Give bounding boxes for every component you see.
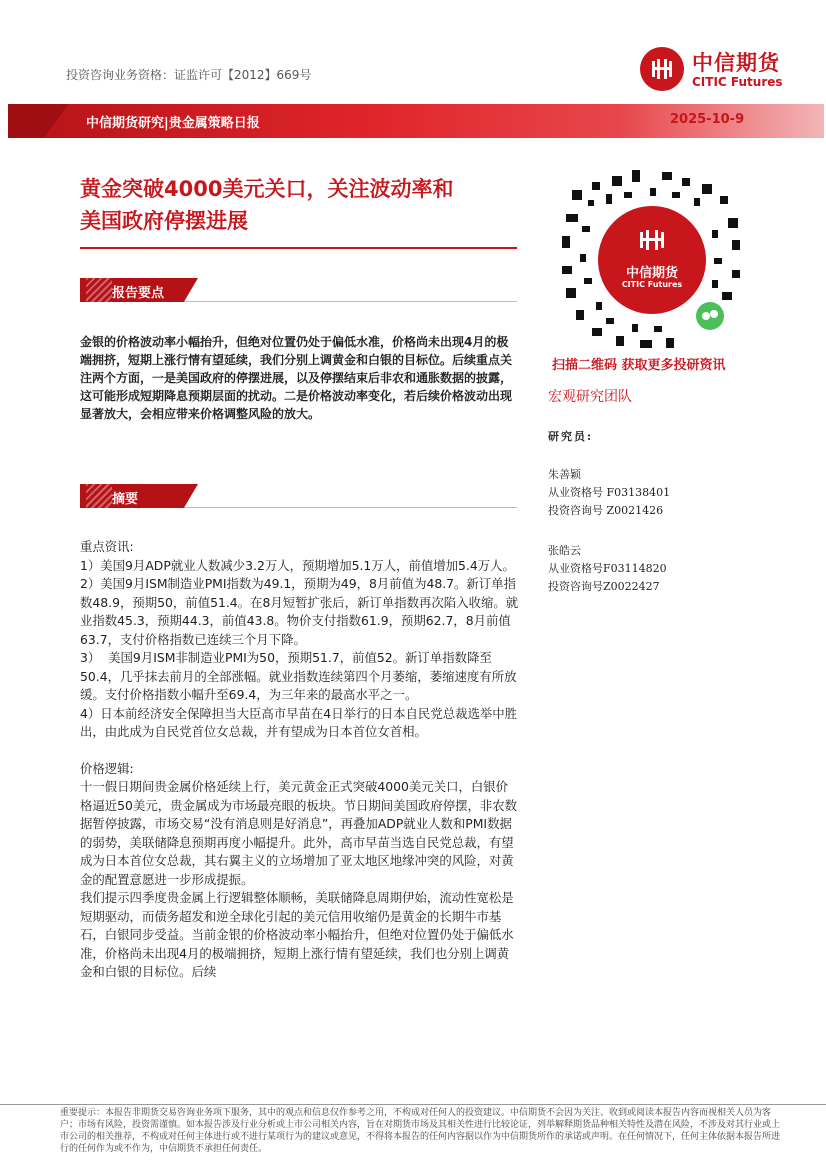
citic-futures-logo xyxy=(640,45,810,95)
qr-logo-cn: 中信期货 xyxy=(625,266,678,281)
logo-name-cn: 中信期货 xyxy=(692,51,780,75)
researcher-cert: 从业资格号F03114820 xyxy=(548,562,667,575)
logo-name-en: CITIC Futures xyxy=(692,75,783,89)
news-item: 4）日本前经济安全保障担当大臣高市早苗在4日举行的日本自民党总裁选举中胜出，由此成为自民党首位女总裁，并有望成为日本首位女首相。 xyxy=(80,705,518,739)
summary-body xyxy=(80,538,520,982)
section-label: 报告要点 xyxy=(112,286,165,301)
banner-title: 中信期货研究|贵金属策略日报 xyxy=(86,116,260,131)
logic-title: 价格逻辑: xyxy=(80,760,134,776)
citic-logo-icon xyxy=(640,47,684,91)
report-headline xyxy=(80,173,520,237)
footer-rule xyxy=(0,1104,826,1105)
news-item: 2）美国9月ISM制造业PMI指数为49.1，预期为49，8月前值为48.7。新订单指数48.9，预期50，前值51.4。在8月短暂扩张后，新订单指数再次陷入收缩。就业指数45.3，预期44.3，前值43.8。物价支付指数61.9，预期62.7，8月前值63.7，支付价格指数已连续三个月下降。 xyxy=(80,576,519,647)
section-label: 摘要 xyxy=(112,492,139,507)
report-banner xyxy=(8,104,824,138)
researcher-name: 朱善颖 xyxy=(548,468,581,481)
qr-logo-en: CITIC Futures xyxy=(621,280,683,289)
researcher-card xyxy=(548,466,670,520)
section-header-summary xyxy=(80,484,517,508)
headline-line-2: 美国政府停摆进展 xyxy=(80,209,248,233)
researcher-consult: 投资咨询号Z0022427 xyxy=(548,580,660,593)
logic-paragraph: 我们提示四季度贵金属上行逻辑整体顺畅，美联储降息周期伊始，流动性宽松是短期驱动，而债务超发和逆全球化引起的美元信用收缩仍是黄金的长期牛市基石，白银同步受益。当前金银的价格波动率小幅抬升，但绝对位置仍处于偏低水准，价格尚未出现4月的极端拥挤，短期上涨行情有望延续，我们也分别上调黄金和白银的目标位。后续 xyxy=(80,890,514,979)
team-name: 宏观研究团队 xyxy=(548,389,632,405)
researcher-consult: 投资咨询号 Z0021426 xyxy=(548,504,664,517)
headline-line-1: 黄金突破4000美元关口，关注波动率和 xyxy=(80,177,454,201)
qualification-text: 投资咨询业务资格：证监许可【2012】669号 xyxy=(66,68,312,82)
news-title: 重点资讯: xyxy=(80,539,134,554)
researcher-label: 研究员: xyxy=(548,430,594,443)
headline-rule xyxy=(80,247,517,249)
logic-paragraph: 十一假日期间贵金属价格延续上行，美元黄金正式突破4000美元关口，白银价格逼近50美元，贵金属成为市场最亮眼的板块。节日期间美国政府停摆，非农数据暂停披露，市场交易“没有消息则是好消息”，再叠加ADP就业人数和PMI数据的弱势，美联储降息预期再度小幅提升。此外，高市早苗当选自民党总裁，有望成为日本首位女总裁，其右翼主义的立场增加了亚太地区地缘冲突的风险，对黄金的配置意愿进一步形成提振。 xyxy=(80,779,518,887)
news-item: 1）美国9月ADP就业人数减少3.2万人，预期增加5.1万人，前值增加5.4万人。 xyxy=(80,557,515,573)
section-header-key-points xyxy=(80,278,517,302)
researcher-cert: 从业资格号 F03138401 xyxy=(548,486,671,499)
researcher-name: 张皓云 xyxy=(548,544,581,557)
key-points-paragraph: 金银的价格波动率小幅抬升，但绝对位置仍处于偏低水准，价格尚未出现4月的极端拥挤，短期上涨行情有望延续，我们分别上调黄金和白银的目标位。后续重点关注两个方面，一是美国政府的停摆进展，以及停摆结束后非农和通胀数据的披露，这可能形成短期降息预期层面的扰动。二是价格波动率变化，若后续价格波动出现显著放大，会相应带来价格调整风险的放大。 xyxy=(80,335,513,421)
qr-caption: 扫描二维码 获取更多投研资讯 xyxy=(552,358,726,373)
disclaimer: 重要提示：本报告非期货交易咨询业务项下服务，其中的观点和信息仅作参考之用，不构成对任何人的投资建议。中信期货不会因为关注、收到或阅读本报告内容而视相关人员为客户；市场有风险，投资需谨慎。如本报告涉及行业分析或上市公司相关内容，旨在对期货市场及其相关性进行比较论证，列举解释期货品种相关特性及潜在风险，不涉及对其行业或上市公司的相关推荐，不构成对任何主体进行或不进行某项行为的建议或意见，不得将本报告的任何内容据以作为中信期货所作的承诺或声明。在任何情况下，任何主体依据本报告所进行的任何作为或不作为，中信期货不承担任何责任。 xyxy=(60,1108,781,1154)
qr-code-graphic xyxy=(562,170,742,350)
qr-code[interactable] xyxy=(562,170,742,350)
news-item: 3） 美国9月ISM非制造业PMI为50，预期51.7，前值52。新订单指数降至50.4，几乎抹去前月的全部涨幅。就业指数连续第四个月萎缩，萎缩速度有所放缓。支付价格指数小幅升至69.4，为三年来的最高水平之一。 xyxy=(80,650,517,702)
report-date: 2025-10-9 xyxy=(670,112,745,127)
researcher-card xyxy=(548,542,667,596)
